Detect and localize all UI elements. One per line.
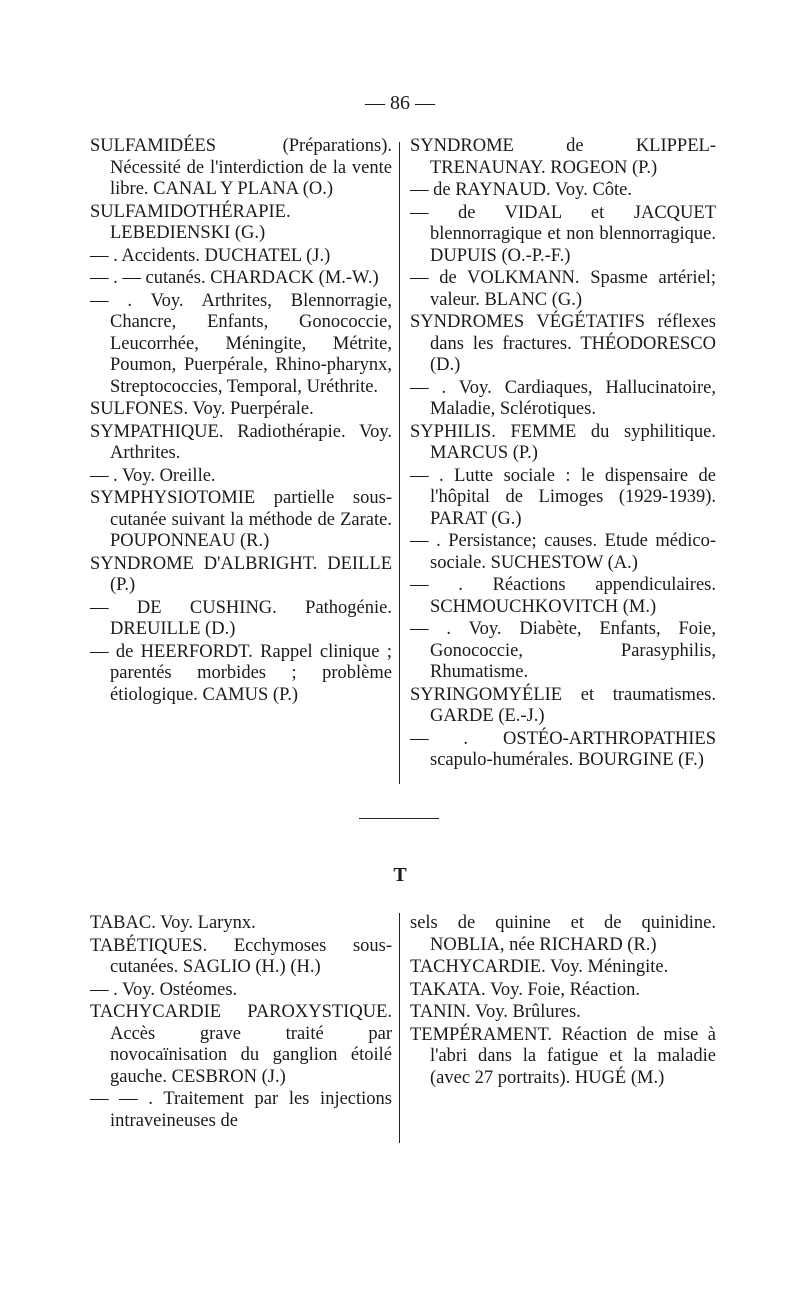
section-separator <box>359 818 439 819</box>
index-entry: — de RAYNAUD. Voy. Côte. <box>410 180 633 200</box>
index-entry: — de VOLKMANN. Spasme artériel; valeur. BLANC (G.) <box>410 268 716 310</box>
index-entry: — . Persistance; causes. Etude médico-sociale. SUCHESTOW (A.) <box>410 531 716 573</box>
index-entry: SULFAMIDOTHÉRAPIE. LEBEDIENSKI (G.) <box>90 201 291 243</box>
index-column-bottom-right <box>410 913 716 1090</box>
index-entry: SYPHILIS. FEMME du syphilitique. MARCUS (P.) <box>410 421 716 463</box>
index-entry: SYMPATHIQUE. Radiothérapie. Voy. Arthrites. <box>90 421 392 463</box>
index-entry: — . Accidents. DUCHATEL (J.) <box>90 245 331 266</box>
index-column-top-right <box>410 136 716 773</box>
index-entry: SYNDROMES VÉGÉTATIFS réflexes dans les fractures. THÉODORESCO (D.) <box>410 312 716 375</box>
index-entry: SYNDROME D'ALBRIGHT. DEILLE (P.) <box>90 553 392 595</box>
index-entry: — — . Traitement par les injections intraveineuses de <box>90 1089 392 1131</box>
index-entry: — . Voy. Arthrites, Blennorragie, Chancre, Enfants, Gonococcie, Leucorrhée, Méningite, Métrite, Poumon, Puerpérale, Rhino-pharynx, Streptococcies, Temporal, Uréthrite. <box>90 290 392 397</box>
index-entry: SYRINGOMYÉLIE et traumatismes. GARDE (E.-J.) <box>410 684 716 726</box>
index-entry: TAKATA. Voy. Foie, Réaction. <box>410 979 640 1000</box>
index-entry: TANIN. Voy. Brûlures. <box>410 1002 581 1022</box>
index-entry: — . Voy. Oreille. <box>90 465 216 486</box>
index-entry: SULFONES. Voy. Puerpérale. <box>90 399 314 419</box>
index-entry: — . Voy. Ostéomes. <box>90 979 238 1000</box>
index-entry: — . Voy. Cardiaques, Hallucinatoire, Maladie, Sclérotiques. <box>410 377 716 419</box>
index-entry: — . Voy. Diabète, Enfants, Foie, Gonococcie, Parasyphilis, Rhumatisme. <box>410 619 716 682</box>
index-entry: TEMPÉRAMENT. Réaction de mise à l'abri dans la fatigue et la maladie (avec 27 portraits). HUGÉ (M.) <box>410 1024 716 1088</box>
index-entry: sels de quinine et de quinidine. NOBLIA, née RICHARD (R.) <box>410 913 716 955</box>
index-entry: SYNDROME de KLIPPEL-TRENAUNAY. ROGEON (P.) <box>410 136 716 178</box>
column-divider <box>399 142 400 784</box>
index-entry: — de HEERFORDT. Rappel clinique ; parentés morbides ; problème étiologique. CAMUS (P.) <box>90 641 392 705</box>
index-entry: — . OSTÉO-ARTHROPATHIES scapulo-humérales. BOURGINE (F.) <box>410 728 716 770</box>
index-entry: — . Lutte sociale : le dispensaire de l'hôpital de Limoges (1929-1939). PARAT (G.) <box>410 465 716 529</box>
index-entry: TACHYCARDIE. Voy. Méningite. <box>410 957 669 977</box>
index-entry: TABÉTIQUES. Ecchymoses sous-cutanées. SAGLIO (H.) (H.) <box>90 935 392 977</box>
column-divider <box>399 913 400 1143</box>
section-letter-heading: T <box>393 864 407 886</box>
index-entry: — de VIDAL et JACQUET blennorragique et non blennorragique. DUPUIS (O.-P.-F.) <box>410 202 716 266</box>
index-column-bottom-left <box>90 913 392 1133</box>
index-entry: — . — cutanés. CHARDACK (M.-W.) <box>90 268 379 288</box>
page-number: — 86 — <box>365 92 435 114</box>
index-column-top-left <box>90 136 392 707</box>
index-entry: TABAC. Voy. Larynx. <box>90 913 256 933</box>
index-entry: SULFAMIDÉES (Préparations). Nécessité de l'interdiction de la vente libre. CANAL Y PLANA (O.) <box>90 136 392 199</box>
index-entry: — DE CUSHING. Pathogénie. DREUILLE (D.) <box>90 597 392 639</box>
index-entry: TACHYCARDIE PAROXYSTIQUE. Accès grave traité par novocaïnisation du ganglion étoilé gauche. CESBRON (J.) <box>90 1002 392 1087</box>
index-entry: — . Réactions appendiculaires. SCHMOUCHKOVITCH (M.) <box>410 575 716 617</box>
index-entry: SYMPHYSIOTOMIE partielle sous-cutanée suivant la méthode de Zarate. POUPONNEAU (R.) <box>90 488 392 551</box>
